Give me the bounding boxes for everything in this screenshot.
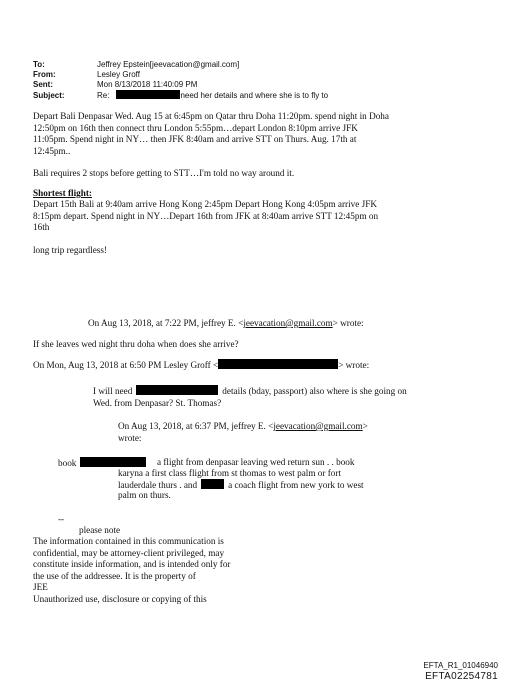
footer-id-2: EFTA02254781 — [425, 671, 498, 682]
line: the use of the addressee. It is the property of — [33, 570, 196, 581]
line: Unauthorized use, disclosure or copying of this — [33, 593, 207, 604]
quote-1-text: If she leaves wed night thru doha when does she arrive? — [33, 339, 239, 349]
header-to — [33, 60, 239, 70]
header-subject — [33, 90, 328, 101]
text: I will need — [93, 386, 133, 396]
quote-header-text: On Mon, Aug 13, 2018 at 6:50 PM Lesley Groff < — [33, 360, 219, 370]
line: The information contained in this communication is — [33, 536, 224, 546]
line: 12:50pm on 16th then connect thru London 5:55pm…depart London 8:10pm arrive JFK — [33, 122, 358, 133]
line: 8:15pm depart. Spend night in NY…Depart 16th from JFK at 8:40am arrive STT 12:45pm on — [33, 210, 379, 221]
email-link[interactable]: jeevacation@gmail.com — [243, 318, 333, 328]
shortest-flight-heading: Shortest flight: — [33, 188, 92, 198]
line: Depart 15th Bali at 9:40am arrive Hong Kong 2:45pm Depart Hong Kong 4:05pm arrive JFK — [33, 199, 377, 209]
redaction-bar — [80, 457, 146, 467]
quote-header-1 — [88, 318, 364, 330]
quote-header-text: > wrote: — [338, 360, 370, 370]
quote-header-2 — [33, 359, 369, 372]
subject-rest: need her details and where she is to fly to — [180, 91, 329, 100]
paragraph-route-1 — [33, 111, 389, 157]
quote-3-line-2: karyna a first class flight from st thomas to west palm or fort — [118, 468, 342, 478]
sent-label: Sent: — [33, 80, 53, 89]
subject-label: Subject: — [33, 91, 65, 100]
line: 16th — [33, 222, 50, 233]
quote-2-text — [93, 385, 407, 409]
text: a coach flight from new york to west — [228, 480, 364, 490]
line — [93, 385, 407, 398]
signature-dash: -- — [58, 514, 65, 524]
line: 12:45pm.. — [33, 145, 71, 156]
email-link[interactable]: jeevacation@gmail.com — [273, 421, 363, 431]
footer-id-1: EFTA_R1_01046940 — [423, 661, 498, 670]
redaction-bar — [136, 385, 218, 395]
to-label: To: — [33, 60, 45, 69]
paragraph-long-trip: long trip regardless! — [33, 245, 107, 255]
paragraph-route-2 — [33, 199, 378, 234]
quote-header-text: > — [362, 421, 368, 431]
line: JEE — [33, 582, 48, 593]
subject-prefix: Re: — [97, 91, 110, 100]
signature-please-note: please note — [79, 525, 121, 535]
text: lauderdale thurs . and — [118, 480, 198, 490]
line: Depart Bali Denpasar Wed. Aug 15 at 6:45pm on Qatar thru Doha 11:20pm. spend night in Doha — [33, 111, 389, 121]
redaction-bar — [201, 479, 224, 489]
paragraph-stops: Bali requires 2 stops before getting to STT…I'm told no way around it. — [33, 168, 295, 178]
line: Wed. from Denpasar? St. Thomas? — [93, 397, 222, 408]
redaction-bar — [116, 90, 180, 99]
quote-header-text: On Aug 13, 2018, at 6:37 PM, jeffrey E. < — [118, 421, 274, 431]
disclaimer — [33, 536, 231, 606]
redaction-bar — [218, 359, 338, 369]
quote-header-3 — [118, 421, 368, 444]
header-from — [33, 70, 140, 80]
from-label: From: — [33, 70, 56, 79]
quote-header-text: > wrote: — [332, 318, 364, 328]
line — [118, 421, 368, 433]
quote-header-text: On Aug 13, 2018, at 7:22 PM, jeffrey E. < — [88, 318, 244, 328]
line: confidential, may be attorney-client privileged, may — [33, 547, 225, 558]
text: book — [58, 458, 77, 468]
to-value: Jeffrey Epstein[jeevacation@gmail.com] — [97, 60, 240, 69]
sent-value: Mon 8/13/2018 11:40:09 PM — [97, 80, 198, 89]
quote-3-line-4: palm on thurs. — [118, 490, 171, 500]
line: wrote: — [118, 432, 142, 443]
text: details (bday, passport) also where is she going on — [222, 386, 407, 396]
header-sent — [33, 80, 197, 90]
line: 11:05pm. Spend night in NY… then JFK 8:40am and arrive STT on Thurs. Aug. 17th at — [33, 134, 357, 145]
line: constitute inside information, and is intended only for — [33, 559, 231, 570]
quote-3-line-1: a flight from denpasar leaving wed return sun . . book — [157, 457, 355, 467]
from-value: Lesley Groff — [97, 70, 140, 79]
